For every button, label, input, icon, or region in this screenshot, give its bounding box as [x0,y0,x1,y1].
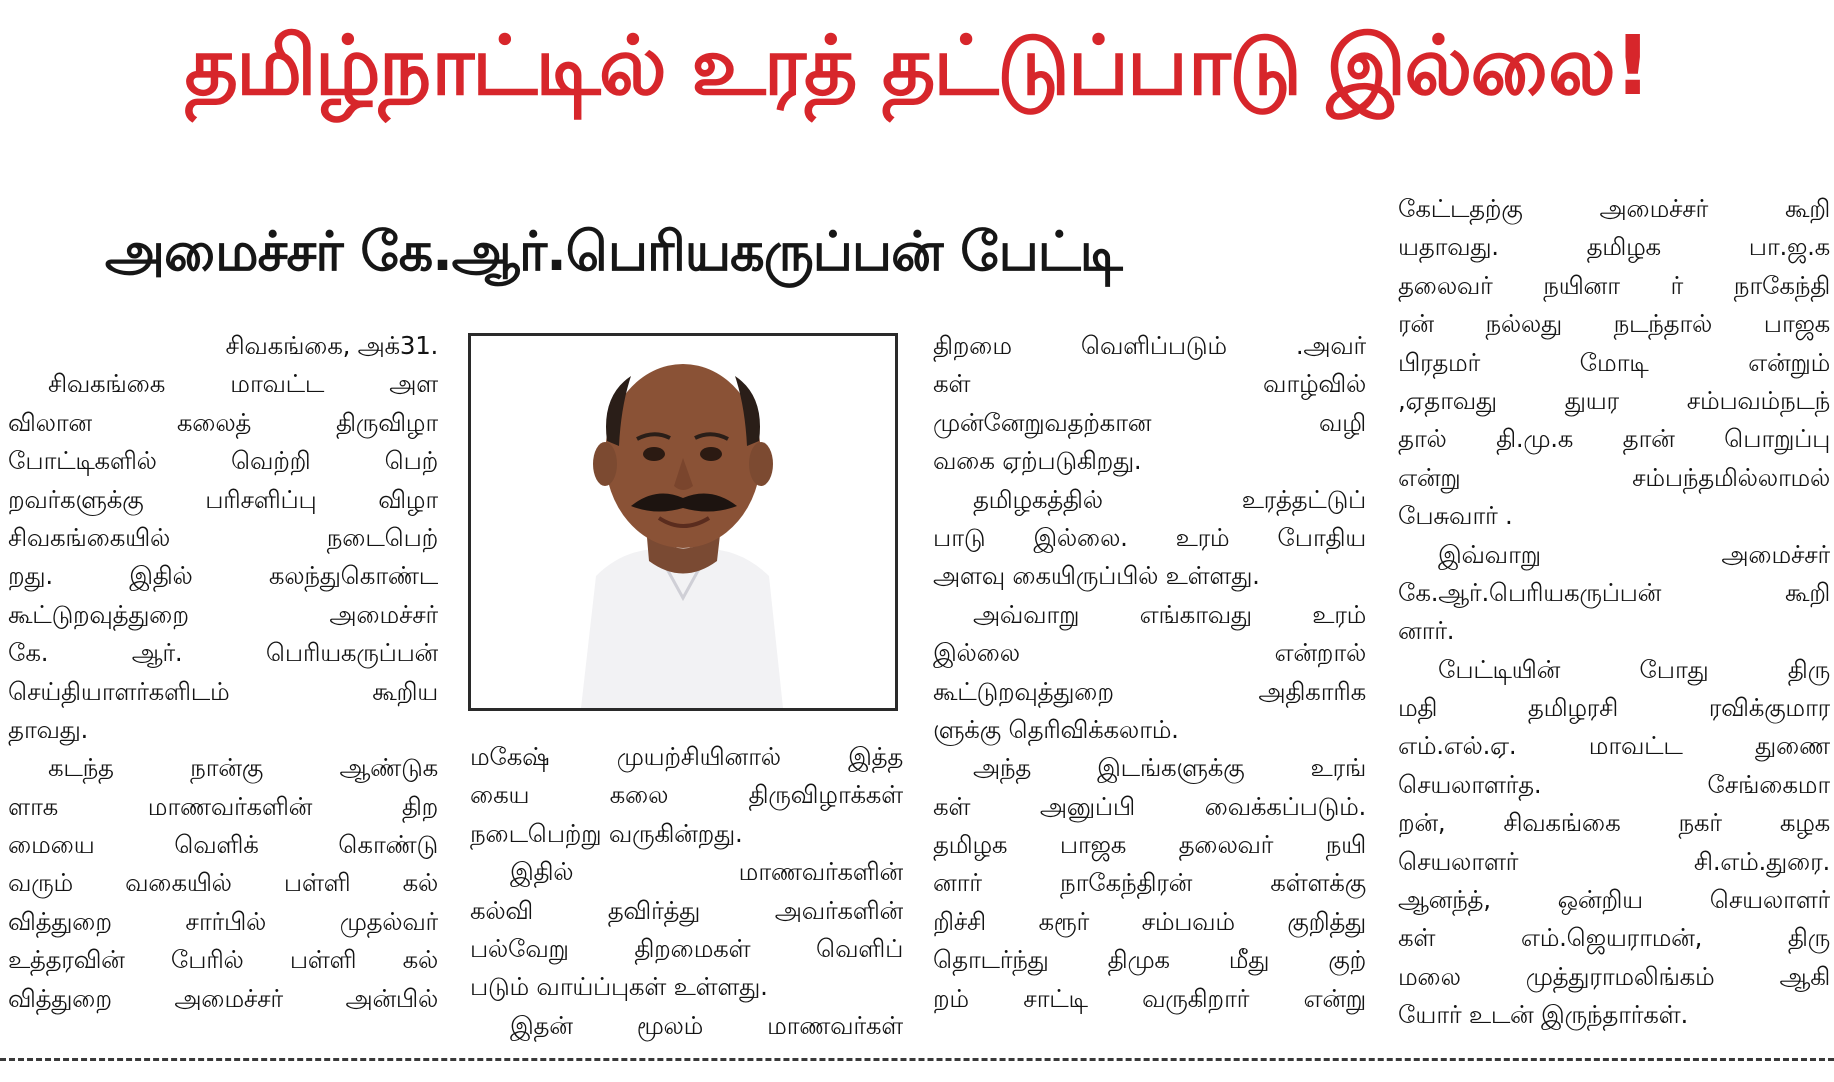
text-line: கைய கலை திருவிழாக்கள் [470,780,903,810]
text-line: செயலாளர் சி.எம்.துரை. [1398,846,1830,876]
text-line: இவ்வாறு அமைச்சர் [1438,539,1830,569]
text-line: இல்லை என்றால் [933,638,1366,668]
portrait-photo-icon [471,336,895,708]
text-line: கூட்டுறவுத்துறை அமைச்சர் [8,599,438,629]
text-line: செய்தியாளர்களிடம் கூறிய [8,676,438,706]
text-line: யதாவது. தமிழக பா.ஜ.க [1398,232,1830,262]
dashed-divider [0,1058,1834,1061]
text-line: மலை முத்துராமலிங்கம் ஆகி [1398,961,1830,991]
text-line: கள் எம்.ஜெயராமன், திரு [1398,923,1830,953]
portrait-photo [468,333,898,711]
text-line: ,ஏதாவது துயர சம்பவம்நடந் [1398,385,1830,415]
text-line: மதி தமிழரசி ரவிக்குமார [1398,693,1830,723]
text-line: சிவகங்கை மாவட்ட அள [48,369,438,399]
text-line: பேசுவார் . [1398,501,1513,531]
text-line: னார் நாகேந்திரன் கள்ளக்கு [933,868,1366,898]
text-line: திறமை வெளிப்படும் .அவர் [933,331,1366,360]
text-line: பல்வேறு திறமைகள் வெளிப் [470,933,903,963]
text-line: மகேஷ் முயற்சியினால் இத்த [470,742,903,771]
text-line: றது. இதில் கலந்துகொண்ட [8,561,438,591]
article-column-3 [933,327,1366,1018]
headline: தமிழ்நாட்டில் உரத் தட்டுப்பாடு இல்லை! [184,19,1650,114]
text-line: வரும் வகையில் பள்ளி கல் [8,868,438,898]
text-line: தமிழகத்தில் உரத்தட்டுப் [973,484,1366,514]
text-line: தாவது. [8,714,89,744]
text-line: கள் அனுப்பி வைக்கப்படும். [933,791,1366,821]
dateline: சிவகங்கை, அக்31. [225,331,438,360]
text-line: ளுக்கு தெரிவிக்கலாம். [933,714,1179,744]
text-line: வித்துறை சார்பில் முதல்வர் [8,906,438,936]
text-line: தலைவர் நயினா ர் நாகேந்தி [1398,270,1830,300]
text-line: றவர்களுக்கு பரிசளிப்பு விழா [8,484,438,514]
text-line: எம்.எல்.ஏ. மாவட்ட துணை [1398,731,1830,761]
article-column-1 [8,327,438,1018]
text-line: உத்தரவின் பேரில் பள்ளி கல் [8,945,438,975]
text-line: யோர் உடன் இருந்தார்கள். [1398,1000,1688,1030]
text-line: கல்வி தவிர்த்து அவர்களின் [470,895,903,925]
text-line: செயலாளர்த. சேங்கைமா [1398,769,1830,799]
text-line: வகை ஏற்படுகிறது. [933,446,1142,476]
text-line: நடைபெற்று வருகின்றது. [470,818,743,848]
text-line: கே. ஆர். பெரியகருப்பன் [8,638,438,668]
text-line: தால் தி.மு.க தான் பொறுப்பு [1398,424,1830,454]
text-line: தமிழக பாஜக தலைவர் நயி [933,830,1366,860]
text-line: இதன் மூலம் மாணவர்கள் [510,1010,903,1040]
text-line: றம் சாட்டி வருகிறார் என்று [933,983,1366,1013]
text-line: அந்த இடங்களுக்கு உரங் [973,753,1366,783]
text-line: அளவு கையிருப்பில் உள்ளது. [933,561,1260,591]
text-line: வித்துறை அமைச்சர் அன்பில் [8,983,438,1013]
text-line: பேட்டியின் போது திரு [1438,654,1830,684]
text-line: கடந்த நான்கு ஆண்டுக [48,753,438,783]
text-line: கேட்டதற்கு அமைச்சர் கூறி [1398,194,1830,223]
text-line: ஆனந்த், ஒன்றிய செயலாளர் [1398,885,1830,915]
subheadline: அமைச்சர் கே.ஆர்.பெரியகருப்பன் பேட்டி [105,220,1122,283]
text-line: கே.ஆர்.பெரியகருப்பன் கூறி [1398,577,1830,607]
text-line: படும் வாய்ப்புகள் உள்ளது. [470,972,768,1002]
text-line: அவ்வாறு எங்காவது உரம் [973,599,1366,629]
text-line: விலான கலைத் திருவிழா [8,407,438,437]
text-line: முன்னேறுவதற்கான வழி [933,407,1366,437]
text-line: பாடு இல்லை. உரம் போதிய [933,522,1366,552]
text-line: என்று சம்பந்தமில்லாமல் [1398,462,1830,492]
text-line: மையை வெளிக் கொண்டு [8,830,438,860]
text-line: இதில் மாணவர்களின் [510,857,903,887]
text-line: ளாக மாணவர்களின் திற [8,791,438,821]
text-line: றிச்சி கரூர் சம்பவம் குறித்து [933,906,1366,936]
article-column-4 [1398,190,1830,1035]
text-line: போட்டிகளில் வெற்றி பெற் [8,446,438,476]
text-line: சிவகங்கையில் நடைபெற் [8,522,438,552]
text-line: றன், சிவகங்கை நகர் கழக [1398,808,1830,838]
text-line: னார். [1398,616,1455,646]
text-line: பிரதமர் மோடி என்றும் [1398,347,1830,377]
text-line: ரன் நல்லது நடந்தால் பாஜக [1398,309,1830,339]
article-column-2 [470,738,903,1045]
text-line: தொடர்ந்து திமுக மீது குற் [933,945,1366,975]
text-line: கள் வாழ்வில் [933,369,1366,399]
text-line: கூட்டுறவுத்துறை அதிகாரிக [933,676,1366,706]
